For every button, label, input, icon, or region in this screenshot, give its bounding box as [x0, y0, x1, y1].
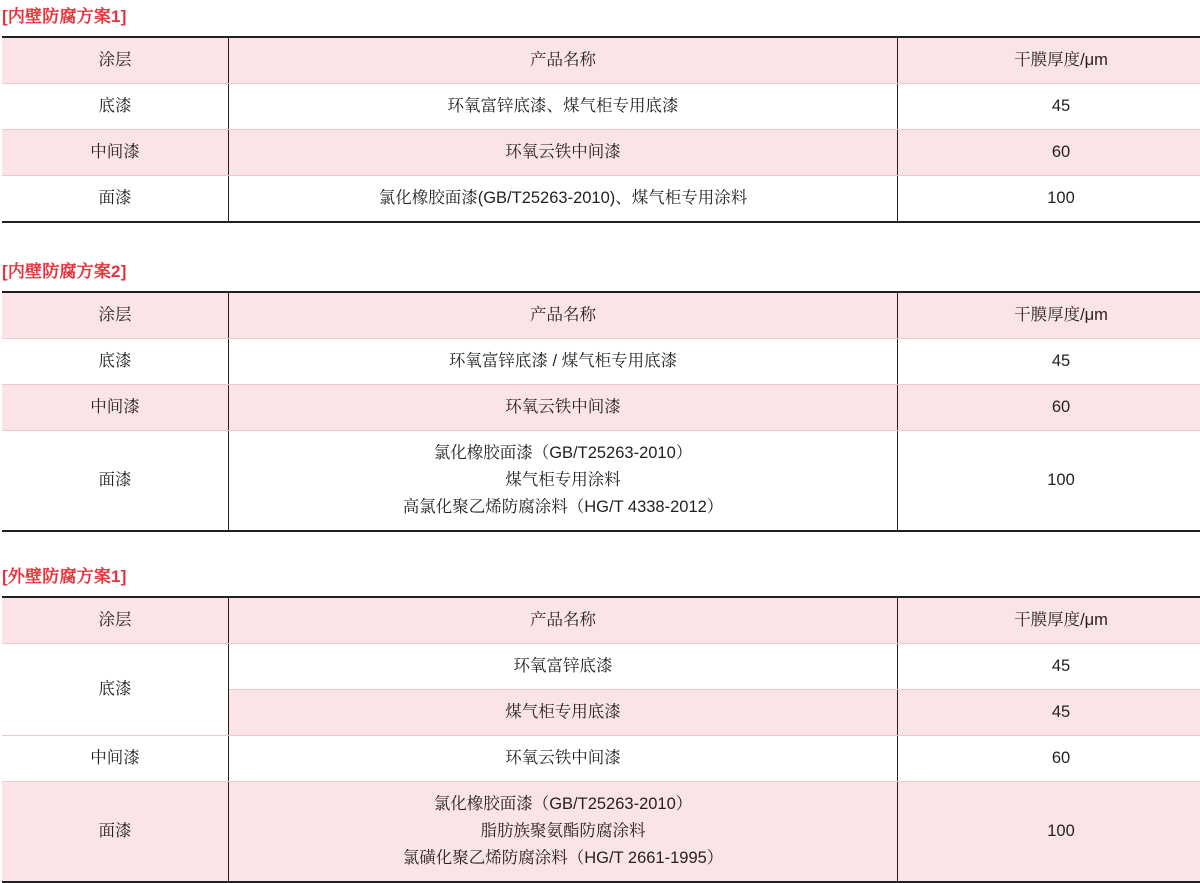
- cell-thickness: 45: [898, 84, 1200, 130]
- cell-layer: 底漆: [2, 644, 229, 736]
- cell-layer: 面漆: [2, 782, 229, 883]
- cell-layer: 底漆: [2, 84, 229, 130]
- cell-product: [229, 782, 898, 883]
- table-row: [2, 84, 1200, 130]
- cell-layer: 面漆: [2, 176, 229, 223]
- cell-product: 环氧富锌底漆 / 煤气柜专用底漆: [229, 339, 898, 385]
- cell-thickness: 100: [898, 782, 1200, 883]
- cell-layer: 底漆: [2, 339, 229, 385]
- table-row: [2, 385, 1200, 431]
- section-title: [内壁防腐方案1]: [2, 6, 1200, 28]
- cell-thickness: 60: [898, 130, 1200, 176]
- column-header-product: 产品名称: [229, 597, 898, 644]
- column-header-layer: 涂层: [2, 292, 229, 339]
- column-header-thickness: 干膜厚度/μm: [898, 37, 1200, 84]
- product-line: 煤气柜专用涂料: [233, 467, 893, 494]
- table-row: [2, 782, 1200, 883]
- table-row: [2, 176, 1200, 223]
- section-outer-wall-plan-1: [0, 566, 1200, 883]
- cell-product: 环氧云铁中间漆: [229, 385, 898, 431]
- cell-layer: 中间漆: [2, 736, 229, 782]
- cell-thickness: 45: [898, 690, 1200, 736]
- table-header-row: [2, 37, 1200, 84]
- cell-product: 环氧富锌底漆: [229, 644, 898, 690]
- cell-product: 环氧富锌底漆、煤气柜专用底漆: [229, 84, 898, 130]
- cell-thickness: 100: [898, 431, 1200, 532]
- table-row: [2, 431, 1200, 532]
- cell-layer: 面漆: [2, 431, 229, 532]
- table-row: [2, 339, 1200, 385]
- section-spacer: [0, 532, 1200, 566]
- cell-layer: 中间漆: [2, 385, 229, 431]
- section-inner-wall-plan-2: [0, 261, 1200, 532]
- cell-thickness: 45: [898, 644, 1200, 690]
- coating-table-inner-2: [2, 291, 1200, 532]
- column-header-product: 产品名称: [229, 37, 898, 84]
- product-line: 氯化橡胶面漆（GB/T25263-2010）: [233, 791, 893, 818]
- column-header-layer: 涂层: [2, 37, 229, 84]
- cell-product: 环氧云铁中间漆: [229, 736, 898, 782]
- product-line: 脂肪族聚氨酯防腐涂料: [233, 818, 893, 845]
- section-title: [外壁防腐方案1]: [2, 566, 1200, 588]
- product-line: 氯磺化聚乙烯防腐涂料（HG/T 2661-1995）: [233, 845, 893, 872]
- table-row: [2, 130, 1200, 176]
- column-header-product: 产品名称: [229, 292, 898, 339]
- table-header-row: [2, 597, 1200, 644]
- column-header-thickness: 干膜厚度/μm: [898, 597, 1200, 644]
- cell-product: [229, 431, 898, 532]
- cell-thickness: 100: [898, 176, 1200, 223]
- cell-layer: 中间漆: [2, 130, 229, 176]
- section-inner-wall-plan-1: [0, 6, 1200, 223]
- column-header-layer: 涂层: [2, 597, 229, 644]
- cell-thickness: 45: [898, 339, 1200, 385]
- table-row: [2, 736, 1200, 782]
- cell-product: 氯化橡胶面漆(GB/T25263-2010)、煤气柜专用涂料: [229, 176, 898, 223]
- cell-product: 环氧云铁中间漆: [229, 130, 898, 176]
- cell-product: 煤气柜专用底漆: [229, 690, 898, 736]
- product-line: 高氯化聚乙烯防腐涂料（HG/T 4338-2012）: [233, 494, 893, 521]
- cell-thickness: 60: [898, 385, 1200, 431]
- table-header-row: [2, 292, 1200, 339]
- section-title: [内壁防腐方案2]: [2, 261, 1200, 283]
- column-header-thickness: 干膜厚度/μm: [898, 292, 1200, 339]
- product-line: 氯化橡胶面漆（GB/T25263-2010）: [233, 440, 893, 467]
- section-spacer: [0, 223, 1200, 261]
- coating-table-outer-1: [2, 596, 1200, 883]
- cell-thickness: 60: [898, 736, 1200, 782]
- table-row: [2, 644, 1200, 690]
- coating-table-inner-1: [2, 36, 1200, 223]
